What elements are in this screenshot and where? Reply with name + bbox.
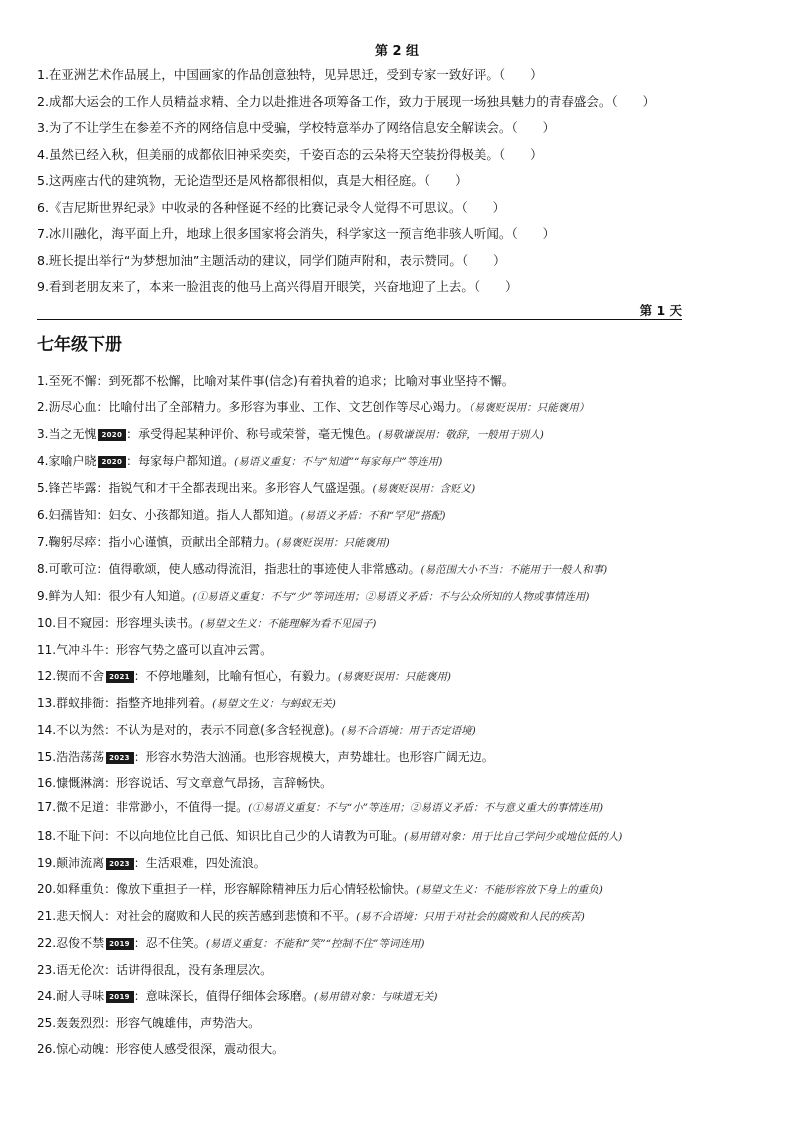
idiom-definition: ：指整齐地排列着。 [104,696,213,710]
idiom-definition: ：像放下重担子一样，形容解除精神压力后心情轻松愉快。 [104,882,417,896]
idiom-item [37,556,762,583]
idiom-word: 可歌可泣 [48,562,97,576]
idiom-definition: ：值得歌颂，使人感动得流泪，指悲壮的事迹使人非常感动。 [96,562,421,576]
question-item: 8.班长提出举行“为梦想加油”主题活动的建议，同学们随声附和，表示赞同。（ ） [37,252,506,268]
idiom-note: (易褒贬误用：含贬义) [372,483,476,495]
idiom-note: (易褒贬误用：只能褒用) [276,537,390,549]
idiom-definition: ：不停地雕刻，比喻有恒心，有毅力。 [133,669,338,683]
idiom-definition: ：形容说话、写文章意气昂扬，言辞畅快。 [104,776,333,790]
idiom-definition: ：形容气魄雄伟，声势浩大。 [104,1016,261,1030]
year-badge: 2021 [106,671,134,683]
idiom-item [37,1036,762,1062]
idiom-number: 20. [37,882,57,896]
idiom-word: 慷慨淋漓 [56,776,105,790]
idiom-item [37,637,762,663]
idiom-word: 锋芒毕露 [48,481,97,495]
idiom-number: 13. [37,696,57,710]
idiom-definition: ：忍不住笑。 [133,936,206,950]
idiom-note: (易望文生义：不能形容放下身上的重负) [416,884,603,896]
idiom-definition: ：话讲得很乱，没有条理层次。 [104,963,273,977]
idiom-note: (易望文生义：与蚂蚁无关) [212,698,336,710]
year-badge: 2023 [106,858,134,870]
idiom-word: 耐人寻味 [56,989,105,1003]
idiom-word: 颠沛流离 [56,856,105,870]
idiom-item [37,823,762,850]
idiom-word: 语无伦次 [56,963,105,977]
year-badge: 2020 [98,429,126,441]
idiom-number: 12. [37,669,57,683]
idiom-word: 惊心动魄 [56,1042,105,1056]
idiom-definition: ：不认为是对的，表示不同意(多含轻视意)。 [104,723,342,737]
question-item: 6.《吉尼斯世界纪录》中收录的各种怪诞不经的比赛记录令人觉得不可思议。（ ） [37,199,506,215]
idiom-item [37,368,762,394]
question-item: 4.虽然已经入秋，但美丽的成都依旧神采奕奕，千姿百态的云朵将天空装扮得极美。（ ） [37,146,543,162]
idiom-number: 22. [37,936,57,950]
idiom-definition: ：指锐气和才干全都表现出来。多形容人气盛逞强。 [96,481,373,495]
idiom-item [37,610,762,637]
idiom-number: 21. [37,909,57,923]
idiom-note: (①易语义重复：不与“小”等连用；②易语义矛盾：不与意义重大的事情连用) [248,802,604,814]
idiom-number: 26. [37,1042,57,1056]
idiom-definition: ：妇女、小孩都知道。指人人都知道。 [96,508,301,522]
idiom-number: 11. [37,643,57,657]
idiom-word: 气冲斗牛 [56,643,105,657]
idiom-word: 不耻下问 [56,829,105,843]
idiom-word: 至死不懈 [48,374,97,388]
idiom-definition: ：非常渺小，不值得一提。 [104,800,249,814]
idiom-word: 锲而不舍 [56,669,105,683]
idiom-note: (易语义重复：不能和“笑”“控制不住”等词连用) [205,938,425,950]
idiom-item [37,717,762,744]
idiom-word: 家喻户晓 [48,454,97,468]
idiom-number: 25. [37,1016,57,1030]
idiom-item [37,983,762,1010]
idiom-item [37,529,762,556]
idiom-definition: ：对社会的腐败和人民的疾苦感到悲愤和不平。 [104,909,357,923]
idiom-number: 19. [37,856,57,870]
idiom-definition: ：承受得起某种评价、称号或荣誉，毫无愧色。 [126,427,379,441]
idiom-item [37,957,762,983]
idiom-number: 24. [37,989,57,1003]
year-badge: 2020 [98,456,126,468]
question-list [37,62,757,301]
idiom-number: 23. [37,963,57,977]
idiom-list [37,368,762,1062]
idiom-word: 微不足道 [56,800,105,814]
day-divider [37,302,682,320]
idiom-word: 沥尽心血 [48,400,97,414]
section-title: 七年级下册 [37,335,122,355]
question-item: 2.成都大运会的工作人员精益求精、全力以赴推进各项筹备工作，致力于展现一场独具魅力的青春盛会。（ ） [37,93,656,109]
idiom-note: (易语义矛盾：不和“罕见”搭配) [300,510,446,522]
year-badge: 2023 [106,752,134,764]
idiom-definition: ：形容气势之盛可以直冲云霄。 [104,643,273,657]
idiom-word: 浩浩荡荡 [56,750,105,764]
idiom-note: (易范围大小不当：不能用于一般人和事) [420,564,608,576]
idiom-word: 鲜为人知 [48,589,97,603]
idiom-number: 16. [37,776,57,790]
idiom-definition: ：不以向地位比自己低、知识比自己少的人请教为可耻。 [104,829,405,843]
idiom-item [37,502,762,529]
idiom-number: 5. [37,481,49,495]
idiom-word: 当之无愧 [48,427,97,441]
idiom-word: 群蚁排衙 [56,696,105,710]
idiom-item [37,930,762,957]
question-item: 7.冰川融化，海平面上升，地球上很多国家将会消失，科学家这一预言绝非骇人听闻。（ ） [37,226,556,241]
idiom-item [37,663,762,690]
idiom-definition: ：生活艰难，四处流浪。 [133,856,266,870]
year-badge: 2019 [106,991,134,1003]
idiom-definition: ：形容使人感受很深，震动很大。 [104,1042,285,1056]
idiom-word: 忍俊不禁 [56,936,105,950]
idiom-number: 2. [37,400,49,414]
idiom-item [37,903,762,930]
idiom-note: (易敬谦误用：敬辞，一般用于别人) [378,429,544,441]
idiom-word: 如释重负 [56,882,105,896]
idiom-note: (易语义重复：不与“知道”“每家每户”等连用) [234,456,443,468]
idiom-note: (①易语义重复：不与“少”等词连用；②易语义矛盾：不与公众所知的人物或事情连用) [192,591,590,603]
idiom-definition: ：到死都不松懈，比喻对某件事(信念)有着执着的追求；比喻对事业坚持不懈。 [96,374,514,388]
idiom-number: 9. [37,589,49,603]
idiom-item [37,876,762,903]
idiom-item [37,394,762,421]
idiom-note: (易望文生义：不能理解为看不见园子) [200,618,377,630]
idiom-item [37,475,762,502]
idiom-number: 6. [37,508,49,522]
group-title: 第 2 组 [374,44,420,59]
idiom-note: （易褒贬误用：只能褒用） [468,402,590,414]
idiom-word: 不以为然 [56,723,105,737]
idiom-word: 轰轰烈烈 [56,1016,105,1030]
idiom-item [37,744,762,770]
idiom-number: 17. [37,800,57,814]
idiom-item [37,770,762,796]
idiom-number: 3. [37,427,49,441]
day-label: 第 1 天 [639,303,682,318]
idiom-word: 鞠躬尽瘁 [48,535,97,549]
idiom-word: 目不窥园 [56,616,105,630]
idiom-number: 18. [37,829,57,843]
idiom-number: 4. [37,454,49,468]
question-item: 1.在亚洲艺术作品展上，中国画家的作品创意独特，见异思迁，受到专家一致好评。（ ） [37,67,543,82]
idiom-note: (易不合语境：用于否定语境) [341,725,476,737]
idiom-definition: ：每家每户都知道。 [126,454,235,468]
idiom-item [37,850,762,876]
idiom-word: 妇孺皆知 [48,508,97,522]
idiom-definition: ：形容埋头读书。 [104,616,201,630]
idiom-number: 8. [37,562,49,576]
idiom-number: 15. [37,750,57,764]
idiom-item [37,583,762,610]
idiom-note: (易用错对象：用于比自己学问少或地位低的人) [404,831,623,843]
idiom-item [37,421,762,448]
question-item: 3.为了不让学生在参差不齐的网络信息中受骗，学校特意举办了网络信息安全解读会。（ ） [37,120,556,135]
year-badge: 2019 [106,938,134,950]
question-item: 5.这两座古代的建筑物，无论造型还是风格都很相似，真是大相径庭。（ ） [37,173,468,188]
idiom-note: (易不合语境：只用于对社会的腐败和人民的疾苦) [356,911,585,923]
idiom-note: (易用错对象：与味道无关) [313,991,438,1003]
question-item: 9.看到老朋友来了，本来一脸沮丧的他马上高兴得眉开眼笑，兴奋地迎了上去。（ ） [37,279,518,294]
idiom-definition: ：意味深长，值得仔细体会琢磨。 [133,989,314,1003]
idiom-number: 1. [37,374,49,388]
idiom-item [37,1010,762,1036]
idiom-word: 悲天悯人 [56,909,105,923]
idiom-note: (易褒贬误用：只能褒用) [337,671,452,683]
idiom-definition: ：形容水势浩大汹涌。也形容规模大，声势雄壮。也形容广阔无边。 [133,750,494,764]
idiom-definition: ：指小心谨慎，贡献出全部精力。 [96,535,277,549]
idiom-definition: ：比喻付出了全部精力。多形容为事业、工作、文艺创作等尽心竭力。 [96,400,469,414]
idiom-number: 10. [37,616,57,630]
idiom-item [37,796,762,823]
idiom-number: 7. [37,535,49,549]
idiom-number: 14. [37,723,57,737]
idiom-definition: ：很少有人知道。 [96,589,193,603]
idiom-item [37,448,762,475]
idiom-item [37,690,762,717]
